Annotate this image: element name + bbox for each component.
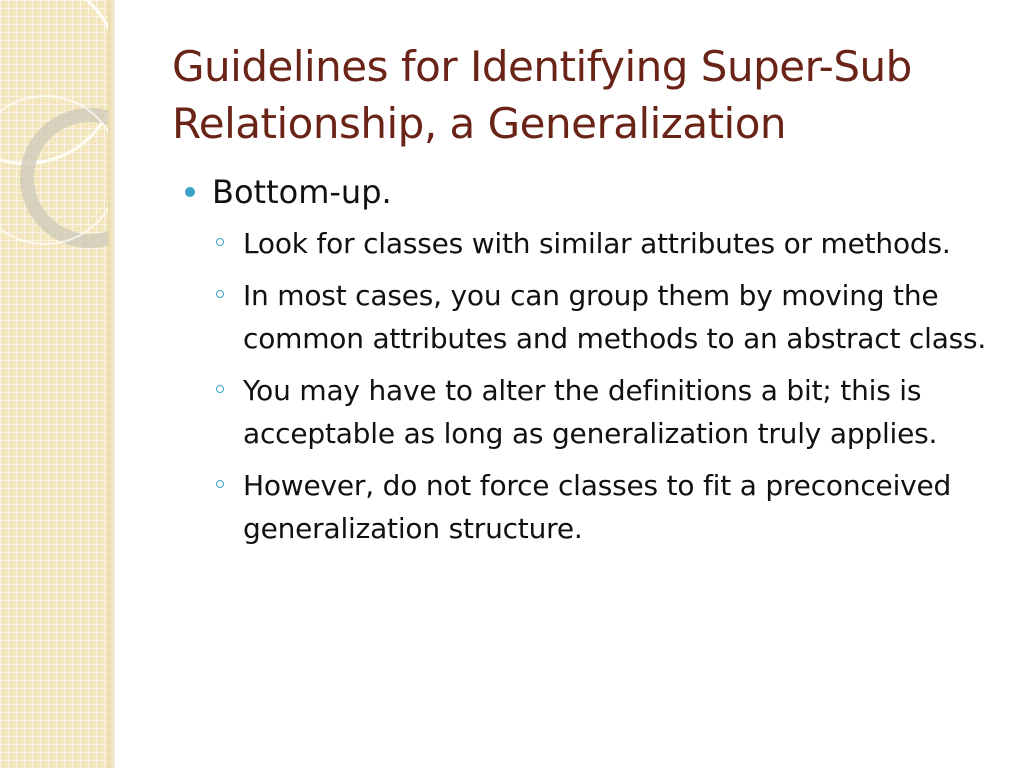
filled-dot-icon bbox=[185, 187, 195, 197]
ring-bullet-icon bbox=[216, 290, 224, 298]
sub-bullet-item bbox=[172, 222, 1002, 265]
decorative-side-band bbox=[0, 0, 108, 768]
sub-bullet-text: Look for classes with similar attributes or methods. bbox=[243, 227, 951, 260]
side-band-edge bbox=[108, 0, 115, 768]
slide-title-line-2: Relationship, a Generalization bbox=[172, 99, 787, 148]
slide-content bbox=[172, 170, 1002, 559]
bullet-text: Bottom-up. bbox=[212, 173, 392, 211]
ring-bullet-icon bbox=[216, 480, 224, 488]
sub-bullet-item bbox=[172, 464, 1002, 550]
sub-bullet-text: In most cases, you can group them by moving the common attributes and methods to an abstract class. bbox=[243, 279, 987, 355]
slide-title-line-1: Guidelines for Identifying Super-Sub bbox=[172, 42, 912, 91]
bullet-item bbox=[172, 170, 1002, 214]
ring-bullet-icon bbox=[216, 385, 224, 393]
sub-bullet-item bbox=[172, 274, 1002, 360]
sub-bullet-list bbox=[172, 222, 1002, 550]
slide-title bbox=[172, 38, 1002, 152]
sub-bullet-text: However, do not force classes to fit a preconceived generalization structure. bbox=[243, 469, 952, 545]
sub-bullet-item bbox=[172, 369, 1002, 455]
ring-bullet-icon bbox=[216, 238, 224, 246]
sub-bullet-text: You may have to alter the definitions a bit; this is acceptable as long as generalization truly applies. bbox=[243, 374, 938, 450]
decorative-ring-icon bbox=[0, 95, 108, 245]
